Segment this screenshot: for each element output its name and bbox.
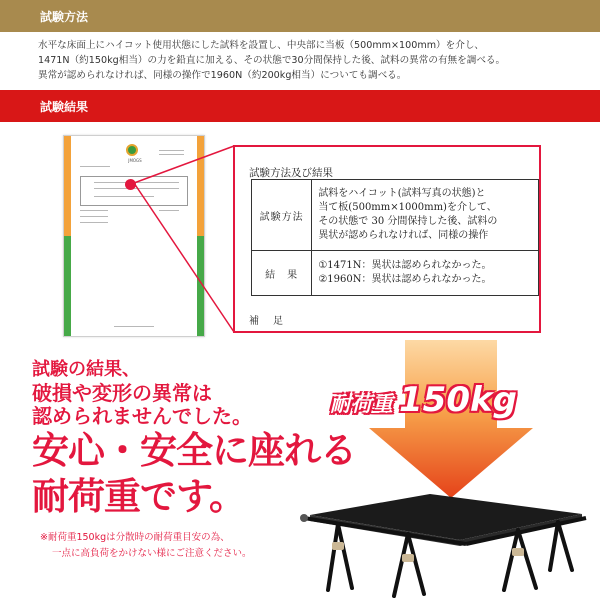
headline-big-2: 耐荷重です。 (32, 475, 246, 518)
footnote-line: 一点に高負荷をかけない様にご注意ください。 (52, 548, 252, 559)
load-capacity-title: 耐荷重 (330, 392, 393, 416)
result-label-cell: 結 果 (252, 251, 312, 296)
headline-line-1: 試験の結果、 (32, 359, 140, 380)
method-content-cell (312, 180, 539, 251)
report-zoom-callout (233, 145, 541, 333)
method-line: 水平な床面上にハイコット使用状態にした試料を設置し、中央部に当板（500mm×100mm）を介し、 (38, 40, 485, 51)
method-line: 1471N（約150kg相当）の力を鉛直に加える、その状態で30分間保持した後、試料の異常の有無を調べる。 (38, 55, 506, 66)
table-row (252, 180, 539, 251)
method-content-line: 異状が認められなければ、同様の操作 (318, 230, 489, 241)
zoom-note: 補 足 (249, 316, 285, 327)
headline-line-2: 破損や変形の異常は (32, 381, 212, 405)
zoom-results-table (251, 179, 539, 296)
result-content-cell (312, 251, 539, 296)
results-heading: 試験結果 (40, 99, 89, 114)
cot-product-image (290, 490, 590, 600)
method-heading: 試験方法 (40, 9, 89, 24)
method-line: 異常が認められなければ、同様の操作で1960N（約200kg相当）についても調べる。 (38, 70, 407, 81)
footnote (40, 530, 252, 562)
headline-big-1: 安心・安全に座れる (32, 429, 356, 472)
result-content-line: ①1471N：異状は認められなかった。 (318, 260, 492, 271)
table-row (252, 251, 539, 296)
footnote-line: ※耐荷重150kgは分散時の耐荷重目安の為、 (40, 532, 230, 543)
method-content-line: 当て板(500mm×1000mm)を介して、 (318, 202, 497, 213)
method-label-cell: 試験方法 (252, 180, 312, 251)
method-content-line: 試料をハイコット(試料写真の状態)と (318, 188, 486, 199)
load-capacity-label (330, 380, 517, 420)
down-arrow-icon (365, 340, 535, 500)
certification-logo-text: JMOGS (128, 158, 142, 163)
zoom-title: 試験方法及び結果 (249, 167, 333, 179)
load-capacity-value: 150kg (399, 380, 517, 420)
headline-line-3: 認められませんでした。 (32, 404, 252, 428)
result-content-line: ②1960N：異状は認められなかった。 (318, 274, 492, 285)
method-content-line: その状態で 30 分間保持した後、試料の (318, 216, 498, 227)
